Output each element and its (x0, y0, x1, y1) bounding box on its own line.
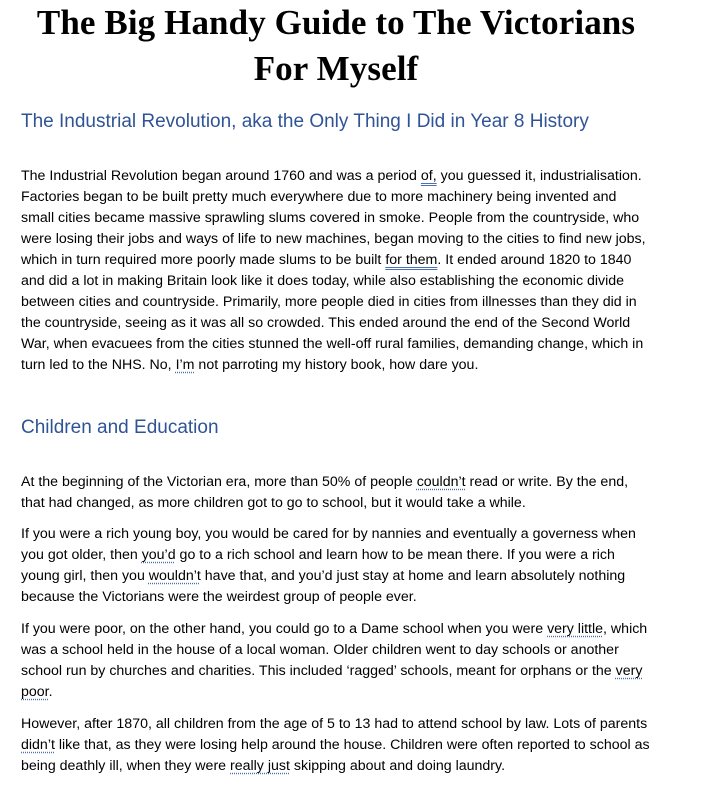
spelling-mark: very poor (21, 663, 643, 700)
paragraph-industrial-revolution: The Industrial Revolution began around 1760 and was a period of, you guessed it, industrialisation. Factories began to be built pretty much everywhere due to more machinery being invented and small cities became massive sprawling slums covered in smoke. People from the countryside, who were losing their jobs and ways of life to new machines, began moving to the cities to find new jobs, which in turn required more poorly made slums to be built for them. It ended around 1820 to 1840 and did a lot in making Britain look like it does today, while also establishing the economic divide between cities and countryside. Primarily, more people died in cities from illnesses than they did in the countryside, seeing as it was all so crowded. This ended around the end of the Second World War, when evacuees from the cities stunned the well-off rural families, demanding change, which in turn led to the NHS. No, I’m not parroting my history book, how dare you. (21, 168, 646, 373)
paragraph-literacy: At the beginning of the Victorian era, more than 50% of people couldn’t read or write. By the end, that had changed, as more children got to go to school, but it would take a while. (21, 474, 629, 511)
grammar-mark: of, (420, 168, 437, 184)
heading-children-education: Children and Education (21, 417, 219, 438)
spelling-mark: very little (547, 621, 604, 637)
spelling-mark: you’d (141, 547, 176, 563)
spelling-mark: really just (230, 758, 290, 774)
title-line-2: For Myself (253, 49, 419, 88)
heading-industrial-revolution: The Industrial Revolution, aka the Only Thing I Did in Year 8 History (21, 111, 589, 132)
paragraph-rich-children: If you were a rich young boy, you would be cared for by nannies and eventually a governess when you got older, then you’d go to a rich school and learn how to be mean there. If you were a rich young girl, then you wouldn’t have that, and you’d just stay at home and learn absolutely nothing because the Victorians were the weirdest group of people ever. (21, 526, 636, 605)
title-line-1: The Big Handy Guide to The Victorians (36, 3, 636, 42)
paragraph-school-law: However, after 1870, all children from the age of 5 to 13 had to attend school by law. Lots of parents didn’t like that, as they were losing help around the house. Children were often reported to school as being deathly ill, when they were really just skipping about and doing laundry. (21, 716, 650, 774)
spelling-mark: didn’t (21, 737, 55, 753)
paragraph-poor-children: If you were poor, on the other hand, you could go to a Dame school when you were very little, which was a school held in the house of a local woman. Older children went to day schools or another school run by churches and charities. This included ‘ragged’ schools, meant for orphans or the very poor. (21, 621, 648, 700)
document-title (21, 0, 651, 92)
document-page (21, 0, 651, 774)
spelling-mark: I’m (175, 357, 195, 373)
spelling-mark: wouldn’t (148, 568, 201, 584)
grammar-mark: for them (385, 252, 438, 268)
spelling-mark: couldn’t (416, 474, 466, 490)
